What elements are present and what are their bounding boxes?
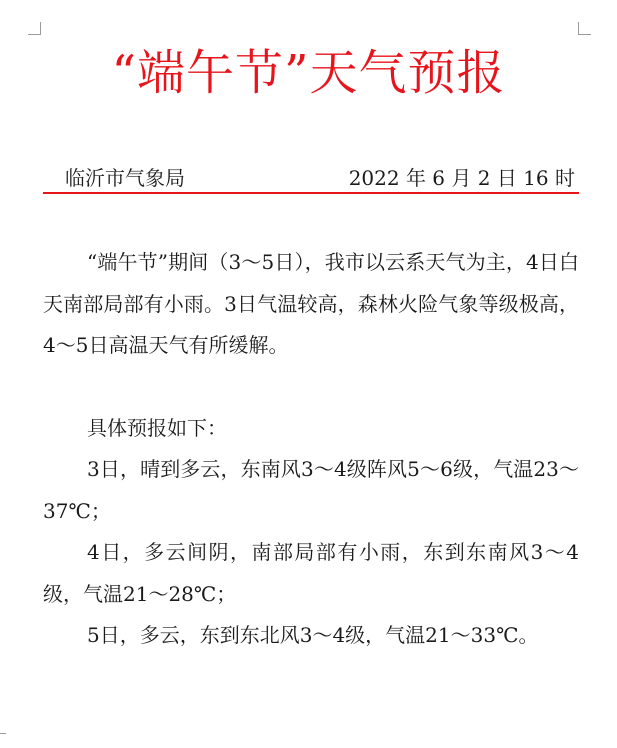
document-header: [43, 164, 577, 192]
forecast-heading: 具体预报如下：: [87, 415, 227, 440]
page-corner-mark-top-left: [28, 22, 41, 35]
document-title: “端午节”天气预报: [111, 45, 506, 101]
page-corner-mark-bottom-left: [0, 733, 6, 742]
red-divider-line: [43, 192, 579, 194]
forecast-item: 5日，多云，东到东北风3～4级，气温21～33℃。: [87, 623, 539, 647]
issue-date: 2022 年 6 月 2 日 16 时: [348, 166, 575, 190]
forecast-item: 3日，晴到多云，东南风3～4级阵风5～6级，气温23～37℃；: [43, 457, 579, 523]
paragraph-gap: [43, 367, 579, 408]
document-body: [43, 242, 579, 657]
forecast-item: 4日，多云间阴，南部局部有小雨，东到东南风3～4级，气温21～28℃；: [43, 540, 579, 606]
issuer: 临沂市气象局: [65, 166, 185, 190]
intro-paragraph: “端午节”期间（3～5日），我市以云系天气为主，4日白天南部局部有小雨。3日气温较高，森林火险气象等级极高，4～5日高温天气有所缓解。: [43, 250, 579, 357]
page-corner-mark-top-right: [578, 22, 591, 35]
